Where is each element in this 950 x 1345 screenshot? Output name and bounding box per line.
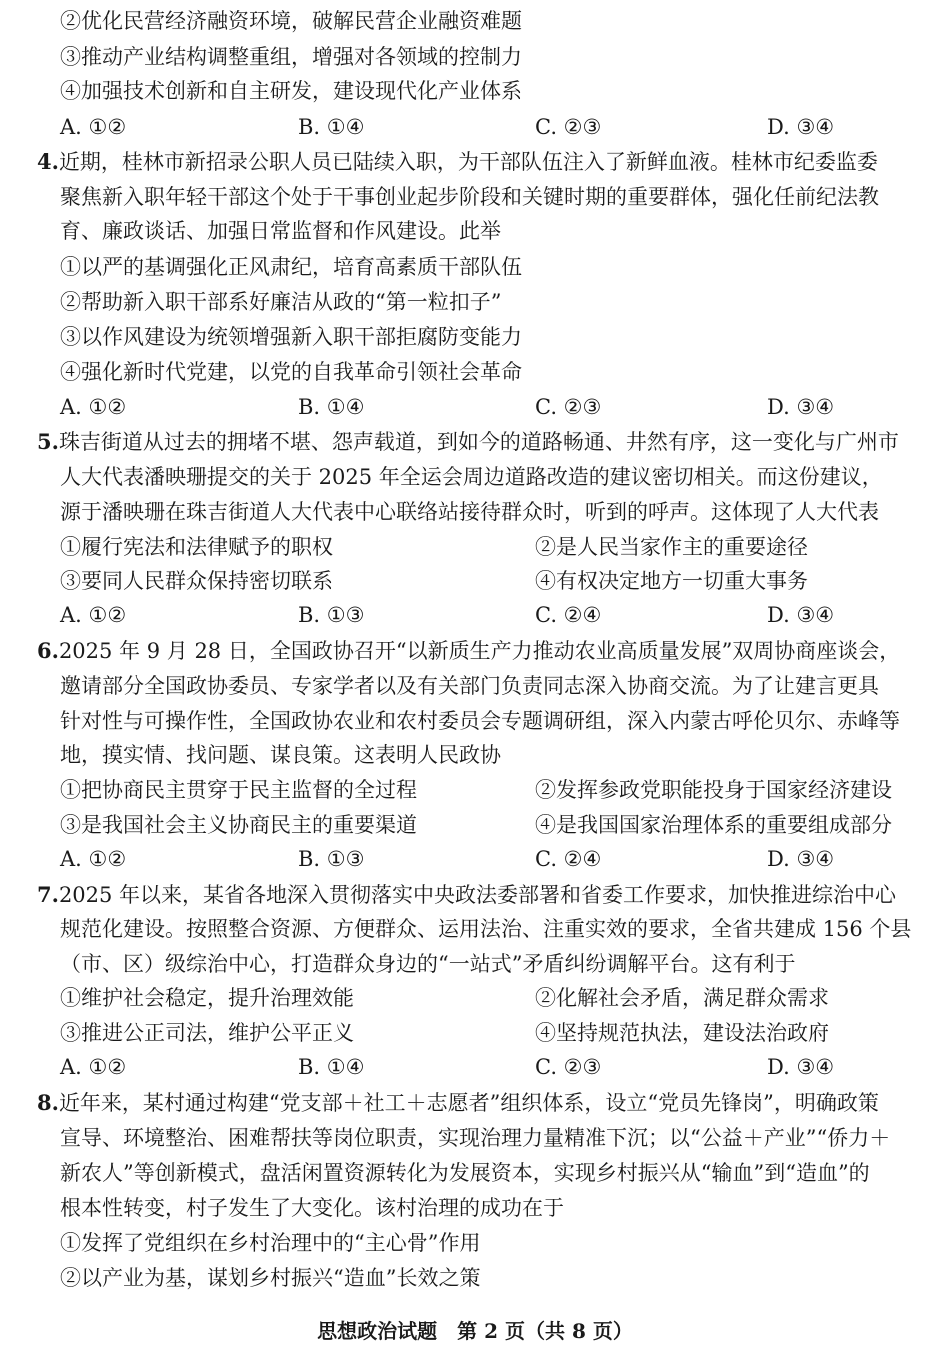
question-stem-line: 源于潘映珊在珠吉街道人大代表中心联络站接待群众时，听到的呼声。这体现了人大代表	[60, 500, 879, 524]
question-stem-line: 7.2025 年以来，某省各地深入贯彻落实中央政法委部署和省委工作要求，加快推进综治中心	[37, 882, 897, 907]
option-item: ②帮助新入职干部系好廉洁从政的“第一粒扣子”	[60, 290, 502, 314]
question-number: 6.	[37, 638, 59, 663]
answer-choice-d: D. ③④	[767, 847, 835, 871]
question-stem-line: 8.近年来，某村通过构建“党支部＋社工＋志愿者”组织体系，设立“党员先锋岗”，明确政策	[37, 1090, 879, 1115]
answer-choice-b: B. ①③	[298, 603, 365, 627]
answer-choice-d: D. ③④	[767, 1055, 835, 1079]
page-footer: 思想政治试题 第 2 页（共 8 页）	[317, 1319, 633, 1343]
question-number: 4.	[37, 149, 59, 174]
option-item: ④强化新时代党建，以党的自我革命引领社会革命	[60, 360, 522, 384]
option-item: ①发挥了党组织在乡村治理中的“主心骨”作用	[60, 1231, 481, 1255]
answer-choice-c: C. ②④	[535, 603, 602, 627]
question-stem-line: 5.珠吉街道从过去的拥堵不堪、怨声载道，到如今的道路畅通、井然有序，这一变化与广州市	[37, 429, 899, 454]
option-item: ③推进公正司法，维护公平正义	[60, 1021, 354, 1045]
question-stem-line: 6.2025 年 9 月 28 日，全国政协召开“以新质生产力推动农业高质量发展”双周协商座谈会，	[37, 638, 901, 663]
answer-choice-c: C. ②③	[535, 395, 602, 419]
option-item: ①以严的基调强化正风肃纪，培育高素质干部队伍	[60, 255, 522, 279]
answer-choice-a: A. ①②	[60, 603, 127, 627]
option-item: ③以作风建设为统领增强新入职干部拒腐防变能力	[60, 325, 522, 349]
answer-choice-c: C. ②③	[535, 1055, 602, 1079]
question-stem-line: 规范化建设。按照整合资源、方便群众、运用法治、注重实效的要求，全省共建成 156 个县	[60, 917, 912, 941]
answer-choice-c: C. ②③	[535, 115, 602, 139]
option-item: ④有权决定地方一切重大事务	[535, 569, 808, 593]
answer-choice-a: A. ①②	[60, 115, 127, 139]
answer-choice-b: B. ①④	[298, 1055, 365, 1079]
question-stem-line: 4.近期，桂林市新招录公职人员已陆续入职，为干部队伍注入了新鲜血液。桂林市纪委监委	[37, 149, 878, 174]
option-item: ①履行宪法和法律赋予的职权	[60, 535, 333, 559]
option-item: ④加强技术创新和自主研发，建设现代化产业体系	[60, 79, 522, 103]
question-number: 7.	[37, 882, 59, 907]
answer-choice-b: B. ①③	[298, 847, 365, 871]
option-item: ④坚持规范执法，建设法治政府	[535, 1021, 829, 1045]
question-stem-line: 宣导、环境整治、困难帮扶等岗位职责，实现治理力量精准下沉；以“公益＋产业”“侨力＋	[60, 1126, 891, 1150]
answer-choice-a: A. ①②	[60, 847, 127, 871]
option-item: ②发挥参政党职能投身于国家经济建设	[535, 778, 892, 802]
question-stem-line: 聚焦新入职年轻干部这个处于干事创业起步阶段和关键时期的重要群体，强化任前纪法教	[60, 185, 879, 209]
option-item: ②以产业为基，谋划乡村振兴“造血”长效之策	[60, 1266, 481, 1290]
answer-choice-a: A. ①②	[60, 395, 127, 419]
question-stem-line: 邀请部分全国政协委员、专家学者以及有关部门负责同志深入协商交流。为了让建言更具	[60, 674, 879, 698]
question-stem-line: 新农人”等创新模式，盘活闲置资源转化为发展资本，实现乡村振兴从“输血”到“造血”的	[60, 1161, 870, 1185]
question-stem-line: 针对性与可操作性，全国政协农业和农村委员会专题调研组，深入内蒙古呼伦贝尔、赤峰等	[60, 709, 900, 733]
answer-choice-b: B. ①④	[298, 115, 365, 139]
option-item: ②化解社会矛盾，满足群众需求	[535, 986, 829, 1010]
option-item: ③要同人民群众保持密切联系	[60, 569, 333, 593]
answer-choice-d: D. ③④	[767, 395, 835, 419]
option-item: ②优化民营经济融资环境，破解民营企业融资难题	[60, 9, 522, 33]
answer-choice-a: A. ①②	[60, 1055, 127, 1079]
option-item: ③推动产业结构调整重组，增强对各领域的控制力	[60, 45, 522, 69]
question-stem-line: 育、廉政谈话、加强日常监督和作风建设。此举	[60, 219, 501, 243]
option-item: ②是人民当家作主的重要途径	[535, 535, 808, 559]
answer-choice-b: B. ①④	[298, 395, 365, 419]
answer-choice-d: D. ③④	[767, 603, 835, 627]
answer-choice-c: C. ②④	[535, 847, 602, 871]
question-stem-line: （市、区）级综治中心，打造群众身边的“一站式”矛盾纠纷调解平台。这有利于	[60, 952, 796, 976]
question-number: 8.	[37, 1090, 59, 1115]
option-item: ①维护社会稳定，提升治理效能	[60, 986, 354, 1010]
option-item: ④是我国国家治理体系的重要组成部分	[535, 813, 892, 837]
question-stem-line: 地，摸实情、找问题、谋良策。这表明人民政协	[60, 743, 501, 767]
question-number: 5.	[37, 429, 59, 454]
option-item: ①把协商民主贯穿于民主监督的全过程	[60, 778, 417, 802]
question-stem-line: 根本性转变，村子发生了大变化。该村治理的成功在于	[60, 1196, 564, 1220]
answer-choice-d: D. ③④	[767, 115, 835, 139]
option-item: ③是我国社会主义协商民主的重要渠道	[60, 813, 417, 837]
question-stem-line: 人大代表潘映珊提交的关于 2025 年全运会周边道路改造的建议密切相关。而这份建议，	[60, 465, 883, 489]
